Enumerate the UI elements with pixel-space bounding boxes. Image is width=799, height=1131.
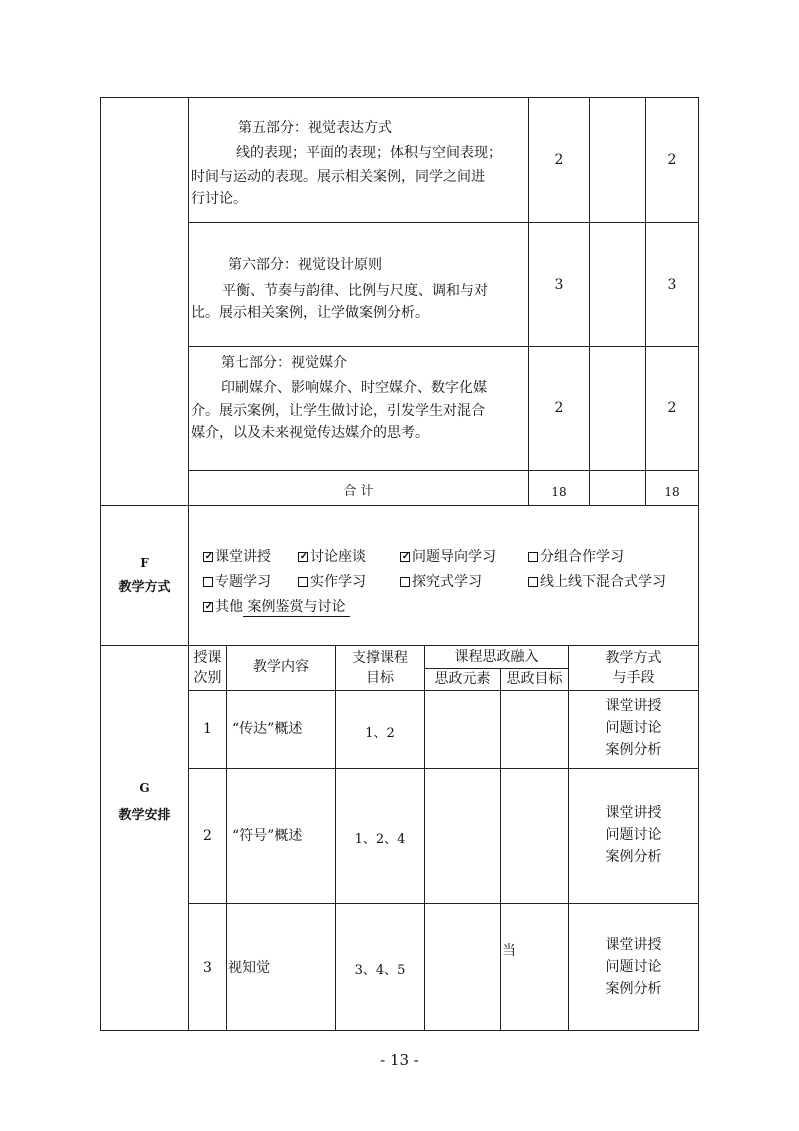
row-3-method-3: 案例分析 xyxy=(605,981,662,997)
section-divider-G xyxy=(100,645,699,646)
total-label: 合 计 xyxy=(343,484,374,499)
header-ideology-goal: 思政目标 xyxy=(506,671,563,687)
option-group-work[interactable]: 分组合作学习 xyxy=(528,550,624,564)
row-2-method-2: 问题讨论 xyxy=(605,827,662,843)
row-2-no: 2 xyxy=(203,828,212,844)
section-5-hours-3: 2 xyxy=(667,152,677,168)
header-support-2: 目标 xyxy=(366,670,394,686)
total-hours-1: 18 xyxy=(551,485,567,499)
table-border-right xyxy=(698,97,699,1031)
option-lecture[interactable]: ✓课堂讲授 xyxy=(203,550,271,564)
row-3-no: 3 xyxy=(203,960,212,976)
section-G-code: G xyxy=(139,781,150,795)
sched-vline-4 xyxy=(500,668,501,1031)
checkbox-unchecked-icon xyxy=(298,577,308,587)
other-text: 案例鉴赏与讨论 xyxy=(243,599,350,617)
label-column-divider xyxy=(188,97,189,1031)
section-5-line-3: 行讨论。 xyxy=(191,191,247,207)
row-1-method-3: 案例分析 xyxy=(605,742,662,758)
section-6-hours-1: 3 xyxy=(554,277,564,293)
section-6-title: 第六部分：视觉设计原则 xyxy=(228,257,382,273)
row-2-content: “符号”概述 xyxy=(232,828,303,844)
sched-hline-header xyxy=(188,690,699,691)
section-5-title: 第五部分：视觉表达方式 xyxy=(238,120,392,136)
table-border-top xyxy=(100,97,699,98)
checkbox-checked-icon xyxy=(203,552,213,562)
option-topic-study[interactable]: 专题学习 xyxy=(203,575,271,589)
row-divider-7 xyxy=(188,470,699,471)
header-ideology: 课程思政融入 xyxy=(454,649,539,665)
section-7-hours-3: 2 xyxy=(667,400,677,416)
row-3-content: 视知觉 xyxy=(228,960,270,976)
section-G-label: 教学安排 xyxy=(118,808,171,823)
row-2-method-3: 案例分析 xyxy=(605,849,662,865)
section-6-hours-3: 3 xyxy=(667,277,677,293)
table-border-bottom xyxy=(100,1030,699,1031)
option-inquiry[interactable]: 探究式学习 xyxy=(400,575,482,589)
header-session-2: 次别 xyxy=(193,670,222,686)
sched-vline-1 xyxy=(226,645,227,1031)
row-1-method-2: 问题讨论 xyxy=(605,720,662,736)
row-3-method-1: 课堂讲授 xyxy=(605,937,662,953)
sched-hline-sub xyxy=(424,668,568,669)
section-7-line-3: 媒介，以及未来视觉传达媒介的思考。 xyxy=(191,425,429,441)
section-5-hours-1: 2 xyxy=(554,152,564,168)
row-3-goal: 当 xyxy=(502,943,516,959)
option-other[interactable]: ✓其他 案例鉴赏与讨论 xyxy=(203,600,350,614)
option-practice[interactable]: 实作学习 xyxy=(298,575,366,589)
total-hours-3: 18 xyxy=(664,485,680,499)
option-problem-based[interactable]: ✓ 问题导向学习 xyxy=(400,550,496,564)
checkbox-unchecked-icon xyxy=(400,577,410,587)
section-7-hours-1: 2 xyxy=(554,400,564,416)
section-7-title: 第七部分：视觉媒介 xyxy=(221,355,347,371)
row-divider-6 xyxy=(188,346,699,347)
section-6-line-2: 比。展示相关案例，让学做案例分析。 xyxy=(191,305,429,321)
row-divider-5 xyxy=(188,222,699,223)
sched-hline-row1 xyxy=(188,768,699,769)
option-discussion[interactable]: ✓ 讨论座谈 xyxy=(298,550,366,564)
section-7-line-1: 印刷媒介、影响媒介、时空媒介、数字化媒 xyxy=(221,380,487,396)
row-1-method-1: 课堂讲授 xyxy=(605,698,662,714)
header-content: 教学内容 xyxy=(253,659,309,675)
row-2-goals: 1、2、4 xyxy=(354,832,406,847)
section-5-line-1: 线的表现；平面的表现；体积与空间表现； xyxy=(236,145,502,161)
row-1-no: 1 xyxy=(203,721,212,737)
section-6-line-1: 平衡、节奏与韵律、比例与尺度、调和与对 xyxy=(222,283,488,299)
header-method-2: 与手段 xyxy=(612,670,655,686)
row-2-method-1: 课堂讲授 xyxy=(605,805,662,821)
row-3-method-2: 问题讨论 xyxy=(605,959,662,975)
section-F-label: 教学方式 xyxy=(118,580,171,595)
header-ideology-element: 思政元素 xyxy=(434,671,491,687)
checkbox-unchecked-icon xyxy=(203,577,213,587)
section-divider-F xyxy=(100,505,699,506)
checkbox-checked-icon xyxy=(400,552,410,562)
upper-vline-2 xyxy=(589,97,590,505)
header-method-1: 教学方式 xyxy=(605,650,662,666)
section-5-line-2: 时间与运动的表现。展示相关案例，同学之间进 xyxy=(191,169,485,185)
checkbox-unchecked-icon xyxy=(528,577,538,587)
header-session-1: 授课 xyxy=(193,650,222,666)
section-7-line-2: 介。展示案例，让学生做讨论，引发学生对混合 xyxy=(191,403,485,419)
section-F-code: F xyxy=(140,556,149,570)
row-3-goals: 3、4、5 xyxy=(354,963,406,978)
sched-vline-3 xyxy=(424,645,425,1031)
option-blended[interactable]: 线上线下混合式学习 xyxy=(528,575,666,589)
checkbox-checked-icon xyxy=(298,552,308,562)
checkbox-checked-icon xyxy=(203,602,213,612)
page-number: - 13 - xyxy=(380,1051,419,1069)
sched-hline-row2 xyxy=(188,903,699,904)
row-1-content: “传达”概述 xyxy=(232,721,303,737)
header-support-1: 支撑课程 xyxy=(352,650,408,666)
checkbox-unchecked-icon xyxy=(528,552,538,562)
row-1-goals: 1、2 xyxy=(365,726,395,741)
